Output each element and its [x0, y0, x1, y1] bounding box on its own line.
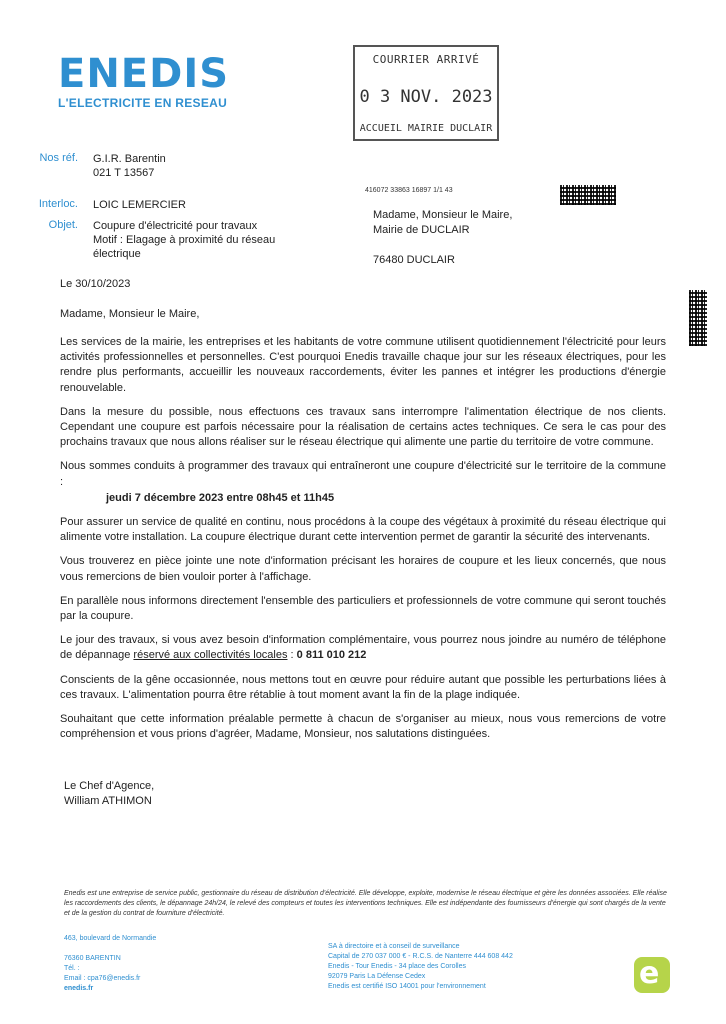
objet-line-2: Motif : Elagage à proximité du réseau [93, 234, 276, 246]
separator: : [287, 649, 297, 662]
recipient-line-2: Mairie de DUCLAIR [373, 224, 470, 236]
letter-body [60, 335, 666, 751]
letter-date: Le 30/10/2023 [60, 278, 131, 290]
paragraph-4: Pour assurer un service de qualité en continu, nous procédons à la coupe des végétaux à proximité du réseau électrique qui alimente votre installation. La coupure électrique durant cette intervention permet de garantir la sécurité des intervenants. [60, 516, 666, 544]
nos-ref-label: Nos réf. [39, 152, 78, 164]
paragraph-7-text: Le jour des travaux, si vous avez besoin d'information complémentaire, vous pourrez nous joindre au numéro de téléphone de dépannage [60, 634, 666, 662]
datamatrix-code-icon [560, 185, 616, 205]
paragraph-7 [60, 633, 666, 663]
agency-phone: Tél. : [64, 965, 80, 972]
phone-number: 0 811 010 212 [296, 649, 367, 662]
nos-ref-value [93, 152, 166, 180]
agency-email[interactable]: Email : cpa76@enedis.fr [64, 975, 141, 982]
recipient-address [373, 208, 512, 268]
signature-block [64, 779, 154, 809]
agency-address: 463, boulevard de Normandie [64, 935, 157, 942]
logo-tagline: L'ELECTRICITE EN RESEAU [58, 96, 228, 110]
outage-date: jeudi 7 décembre 2023 entre 08h45 et 11h45 [106, 491, 335, 504]
agency-contact [64, 934, 156, 994]
website-link[interactable]: enedis.fr [64, 985, 94, 992]
received-stamp [353, 45, 499, 141]
corp-line-5: Enedis est certifié ISO 14001 pour l'environnement [328, 983, 486, 990]
recipient-line-3: 76480 DUCLAIR [373, 254, 455, 266]
agency-city: 76360 BARENTIN [64, 955, 121, 962]
objet-line-1: Coupure d'électricité pour travaux [93, 220, 258, 232]
enedis-symbol-icon: e [634, 957, 670, 993]
paragraph-5: Vous trouverez en pièce jointe une note d'information précisant les horaires de coupure et les lieux concernés, que nous vous remercions de bien vouloir porter à l'affichage. [60, 555, 666, 583]
signature-name: William ATHIMON [64, 795, 152, 807]
reserved-note: réservé aux collectivités locales [133, 649, 288, 662]
corp-line-1: SA à directoire et à conseil de surveillance [328, 943, 460, 950]
nos-ref-line-1: G.I.R. Barentin [93, 153, 166, 165]
objet-line-3: électrique [93, 248, 141, 260]
corporate-info [328, 942, 513, 992]
stamp-date: 0 3 NOV. 2023 [359, 87, 493, 107]
mail-tracking-number: 416072 33863 16897 1/1 43 [365, 187, 453, 194]
nos-ref-line-2: 021 T 13567 [93, 167, 155, 179]
paragraph-3: Nous sommes conduits à programmer des travaux qui entraîneront une coupure d'électricité sur le territoire de la commune : [60, 460, 666, 488]
stamp-location: ACCUEIL MAIRIE DUCLAIR [359, 123, 493, 134]
objet-label: Objet. [48, 219, 78, 231]
enedis-logo [58, 52, 229, 110]
paragraph-9: Souhaitant que cette information préalable permette à chacun de s'organiser au mieux, nous vous remercions de votre compréhension et vous prions d'agréer, Madame, Monsieur, nos salutations distinguées. [60, 713, 666, 741]
interloc-label: Interloc. [38, 198, 78, 210]
paragraph-2: Dans la mesure du possible, nous effectuons ces travaux sans interrompre l'alimentation électrique de nos clients. Cependant une coupure est parfois nécessaire pour la réalisation de certains actes techniques. Ce sera le cas pour des prochains travaux que nous allons réaliser sur le réseau électrique qui alimente une partie du territoire de votre commune. [60, 405, 666, 449]
signature-title: Le Chef d'Agence, [64, 780, 155, 792]
logo-word: ENEDIS [58, 51, 230, 97]
paragraph-8: Conscients de la gêne occasionnée, nous mettons tout en œuvre pour réduire autant que possible les perturbations liées à ces travaux. L'alimentation pourra être rétablie à tout moment avant la fin de la plage indiquée. [60, 673, 666, 701]
salutation: Madame, Monsieur le Maire, [60, 308, 200, 320]
interloc-value: LOIC LEMERCIER [93, 199, 186, 211]
legal-notice: Enedis est une entreprise de service public, gestionnaire du réseau de distribution d'électricité. Elle développe, exploite, modernise le réseau électrique et gère les données associées. Elle réalise les raccordements des clients, le dépannage 24h/24, le relevé des compteurs et toutes les interventions techniques. Elle est indépendante des fournisseurs d'énergie qui sont chargés de la vente et de la gestion du contrat de fourniture d'électricité. [64, 890, 667, 917]
recipient-line-1: Madame, Monsieur le Maire, [373, 209, 513, 221]
corp-line-2: Capital de 270 037 000 € - R.C.S. de Nanterre 444 608 442 [328, 953, 513, 960]
corp-line-3: Enedis - Tour Enedis - 34 place des Corolles [328, 963, 467, 970]
paragraph-6: En parallèle nous informons directement l'ensemble des particuliers et professionnels de votre commune qui seront touchés par la coupure. [60, 594, 666, 623]
objet-value [93, 219, 323, 261]
stamp-title: COURRIER ARRIVÉ [372, 53, 480, 66]
vertical-barcode-icon [689, 290, 707, 346]
paragraph-1: Les services de la mairie, les entreprises et les habitants de votre commune utilisent quotidiennement l'électricité pour leurs activités professionnelles et personnelles. C'est pourquoi Enedis travaille chaque jour sur les réseaux électriques, pour les rendre plus performants, accueillir les nouveaux raccordements, éviter les pannes et intégrer les productions d'énergie renouvelable. [60, 336, 666, 394]
corp-line-4: 92079 Paris La Défense Cedex [328, 973, 426, 980]
